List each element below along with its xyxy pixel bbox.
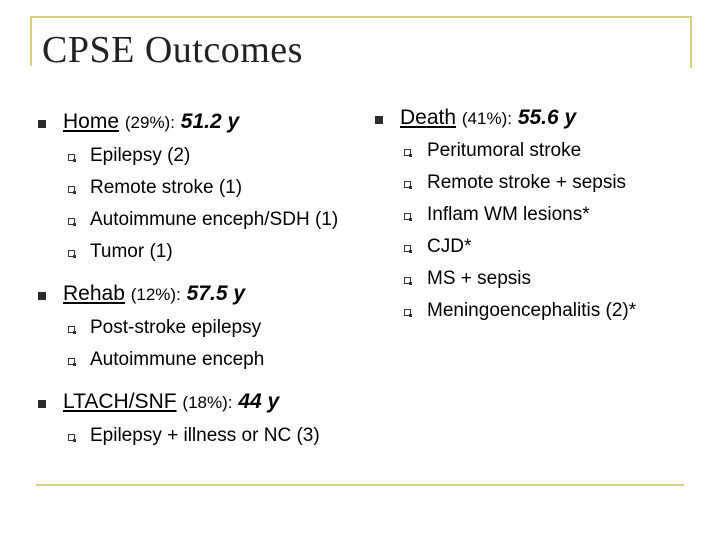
frame-top-border [30,16,692,18]
outcome-percent: (12%): [130,285,181,304]
bullet-hollow-icon [404,277,411,284]
bullet-hollow-icon [68,186,75,193]
list-item: Remote stroke (1) [90,177,243,198]
list-item: CJD* [427,236,472,257]
outcome-age: 51.2 y [180,110,240,133]
slide-title: CPSE Outcomes [42,29,303,71]
outcome-age: 55.6 y [517,106,577,129]
outcome-age: 44 y [238,390,280,413]
outcome-rehab-heading [63,282,245,306]
bullet-hollow-icon [404,213,411,220]
bullet-hollow-icon [404,309,411,316]
outcome-percent: (41%): [461,109,512,128]
outcome-ltach-heading [63,390,279,414]
bullet-hollow-icon [404,149,411,156]
bullet-hollow-icon [68,434,75,441]
list-item: Autoimmune enceph [90,349,265,370]
outcome-home-heading [63,110,239,134]
bullet-hollow-icon [68,358,75,365]
list-item: Epilepsy + illness or NC (3) [90,425,320,446]
list-item: Tumor (1) [90,241,173,262]
outcome-label: LTACH/SNF [63,390,177,413]
outcome-label: Rehab [63,282,125,305]
outcome-label: Home [63,110,120,133]
frame-left-border [30,16,32,66]
outcome-age: 57.5 y [186,282,246,305]
outcome-percent: (29%): [124,113,175,132]
bullet-square-icon [38,120,46,128]
bullet-square-icon [38,400,46,408]
list-item: Meningoencephalitis (2)* [427,300,637,321]
outcome-label: Death [400,106,457,129]
bullet-hollow-icon [404,245,411,252]
outcome-death-heading [400,106,576,130]
bullet-hollow-icon [68,218,75,225]
bullet-square-icon [38,292,46,300]
bullet-hollow-icon [68,250,75,257]
bullet-square-icon [375,116,383,124]
bullet-hollow-icon [68,326,75,333]
list-item: Epilepsy (2) [90,145,191,166]
list-item: Post-stroke epilepsy [90,317,262,338]
list-item: Inflam WM lesions* [427,204,590,225]
list-item: Remote stroke + sepsis [427,172,627,193]
bottom-divider [36,484,684,486]
list-item: MS + sepsis [427,268,532,289]
list-item: Autoimmune enceph/SDH (1) [90,209,339,230]
outcome-percent: (18%): [182,393,233,412]
bullet-hollow-icon [68,154,75,161]
list-item: Peritumoral stroke [427,140,582,161]
bullet-hollow-icon [404,181,411,188]
frame-right-border [690,16,692,68]
